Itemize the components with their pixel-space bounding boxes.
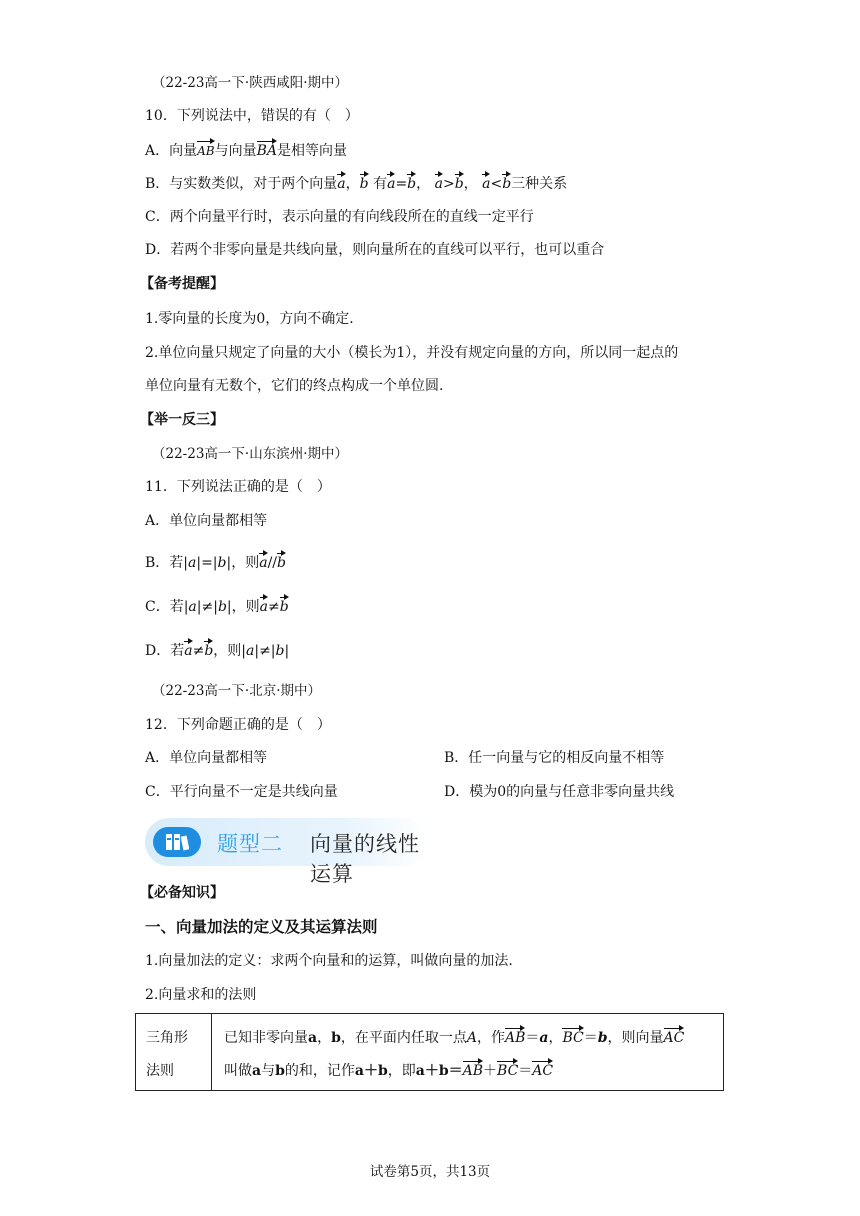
q11-option-c: C．若|a|≠|b|，则a≠b	[145, 596, 289, 617]
q10-option-c: C．两个向量平行时，表示向量的有向线段所在的直线一定平行	[145, 209, 534, 225]
q11-option-b: B．若|a|=|b|，则a//b	[145, 552, 286, 573]
q10-option-d: D．若两个非零向量是共线向量，则向量所在的直线可以平行，也可以重合	[145, 242, 605, 258]
books-icon	[153, 827, 201, 857]
q12-source: （22-23高一下·北京·期中）	[152, 683, 322, 699]
banner-title: 向量的线性运算	[310, 832, 420, 886]
rule-table	[135, 1013, 724, 1091]
banner-type: 题型二	[217, 832, 283, 856]
tip-line-1: 1.零向量的长度为0，方向不确定.	[145, 311, 354, 327]
tip-line-3: 单位向量有无数个，它们的终点构成一个单位圆.	[145, 378, 444, 394]
q11-option-d: D．若a≠b，则|a|≠|b|	[145, 640, 289, 661]
rule-desc-line-1: 已知非零向量a，b，在平面内任取一点A，作AB＝a，BC＝b，则向量AC	[224, 1027, 684, 1047]
q12-option-c: C．平行向量不一定是共线向量	[145, 784, 338, 800]
section-banner	[145, 818, 430, 886]
knowledge-line-1: 1.向量加法的定义：求两个向量和的运算，叫做向量的加法.	[145, 953, 513, 969]
tip-heading: 【备考提醒】	[140, 276, 224, 292]
page-footer: 试卷第5页，共13页	[369, 1164, 491, 1180]
rule-name-line-2: 法则	[146, 1063, 174, 1079]
practice-heading: 【举一反三】	[140, 412, 224, 428]
q11-source: （22-23高一下·山东滨州·期中）	[152, 446, 349, 462]
q11-option-a: A．单位向量都相等	[145, 513, 268, 529]
q12-option-b: B．任一向量与它的相反向量不相等	[444, 750, 665, 766]
rule-name-line-1: 三角形	[146, 1030, 188, 1046]
knowledge-heading: 【必备知识】	[140, 885, 224, 901]
q12-stem: 12．下列命题正确的是（ ）	[145, 717, 331, 733]
q12-option-a: A．单位向量都相等	[145, 750, 268, 766]
rule-desc-line-2: 叫做a与b的和，记作a＋b，即a＋b＝AB＋BC＝AC	[224, 1060, 553, 1080]
knowledge-line-2: 2.向量求和的法则	[145, 987, 257, 1003]
rule-name-cell	[136, 1014, 212, 1090]
q12-option-d: D．模为0的向量与任意非零向量共线	[444, 784, 675, 800]
q11-stem: 11．下列说法正确的是（ ）	[145, 479, 331, 495]
q10-option-a: A．向量AB与向量BA是相等向量	[145, 140, 347, 161]
section-heading: 一、向量加法的定义及其运算法则	[145, 918, 378, 936]
q10-source: （22-23高一下·陕西咸阳·期中）	[152, 75, 349, 91]
q10-stem: 10．下列说法中，错误的有（ ）	[145, 108, 359, 124]
q10-option-b: B．与实数类似，对于两个向量a，b 有a=b， a>b， a<b三种关系	[145, 173, 567, 194]
tip-line-2: 2.单位向量只规定了向量的大小（模长为1），并没有规定向量的方向，所以同一起点的	[145, 345, 679, 361]
